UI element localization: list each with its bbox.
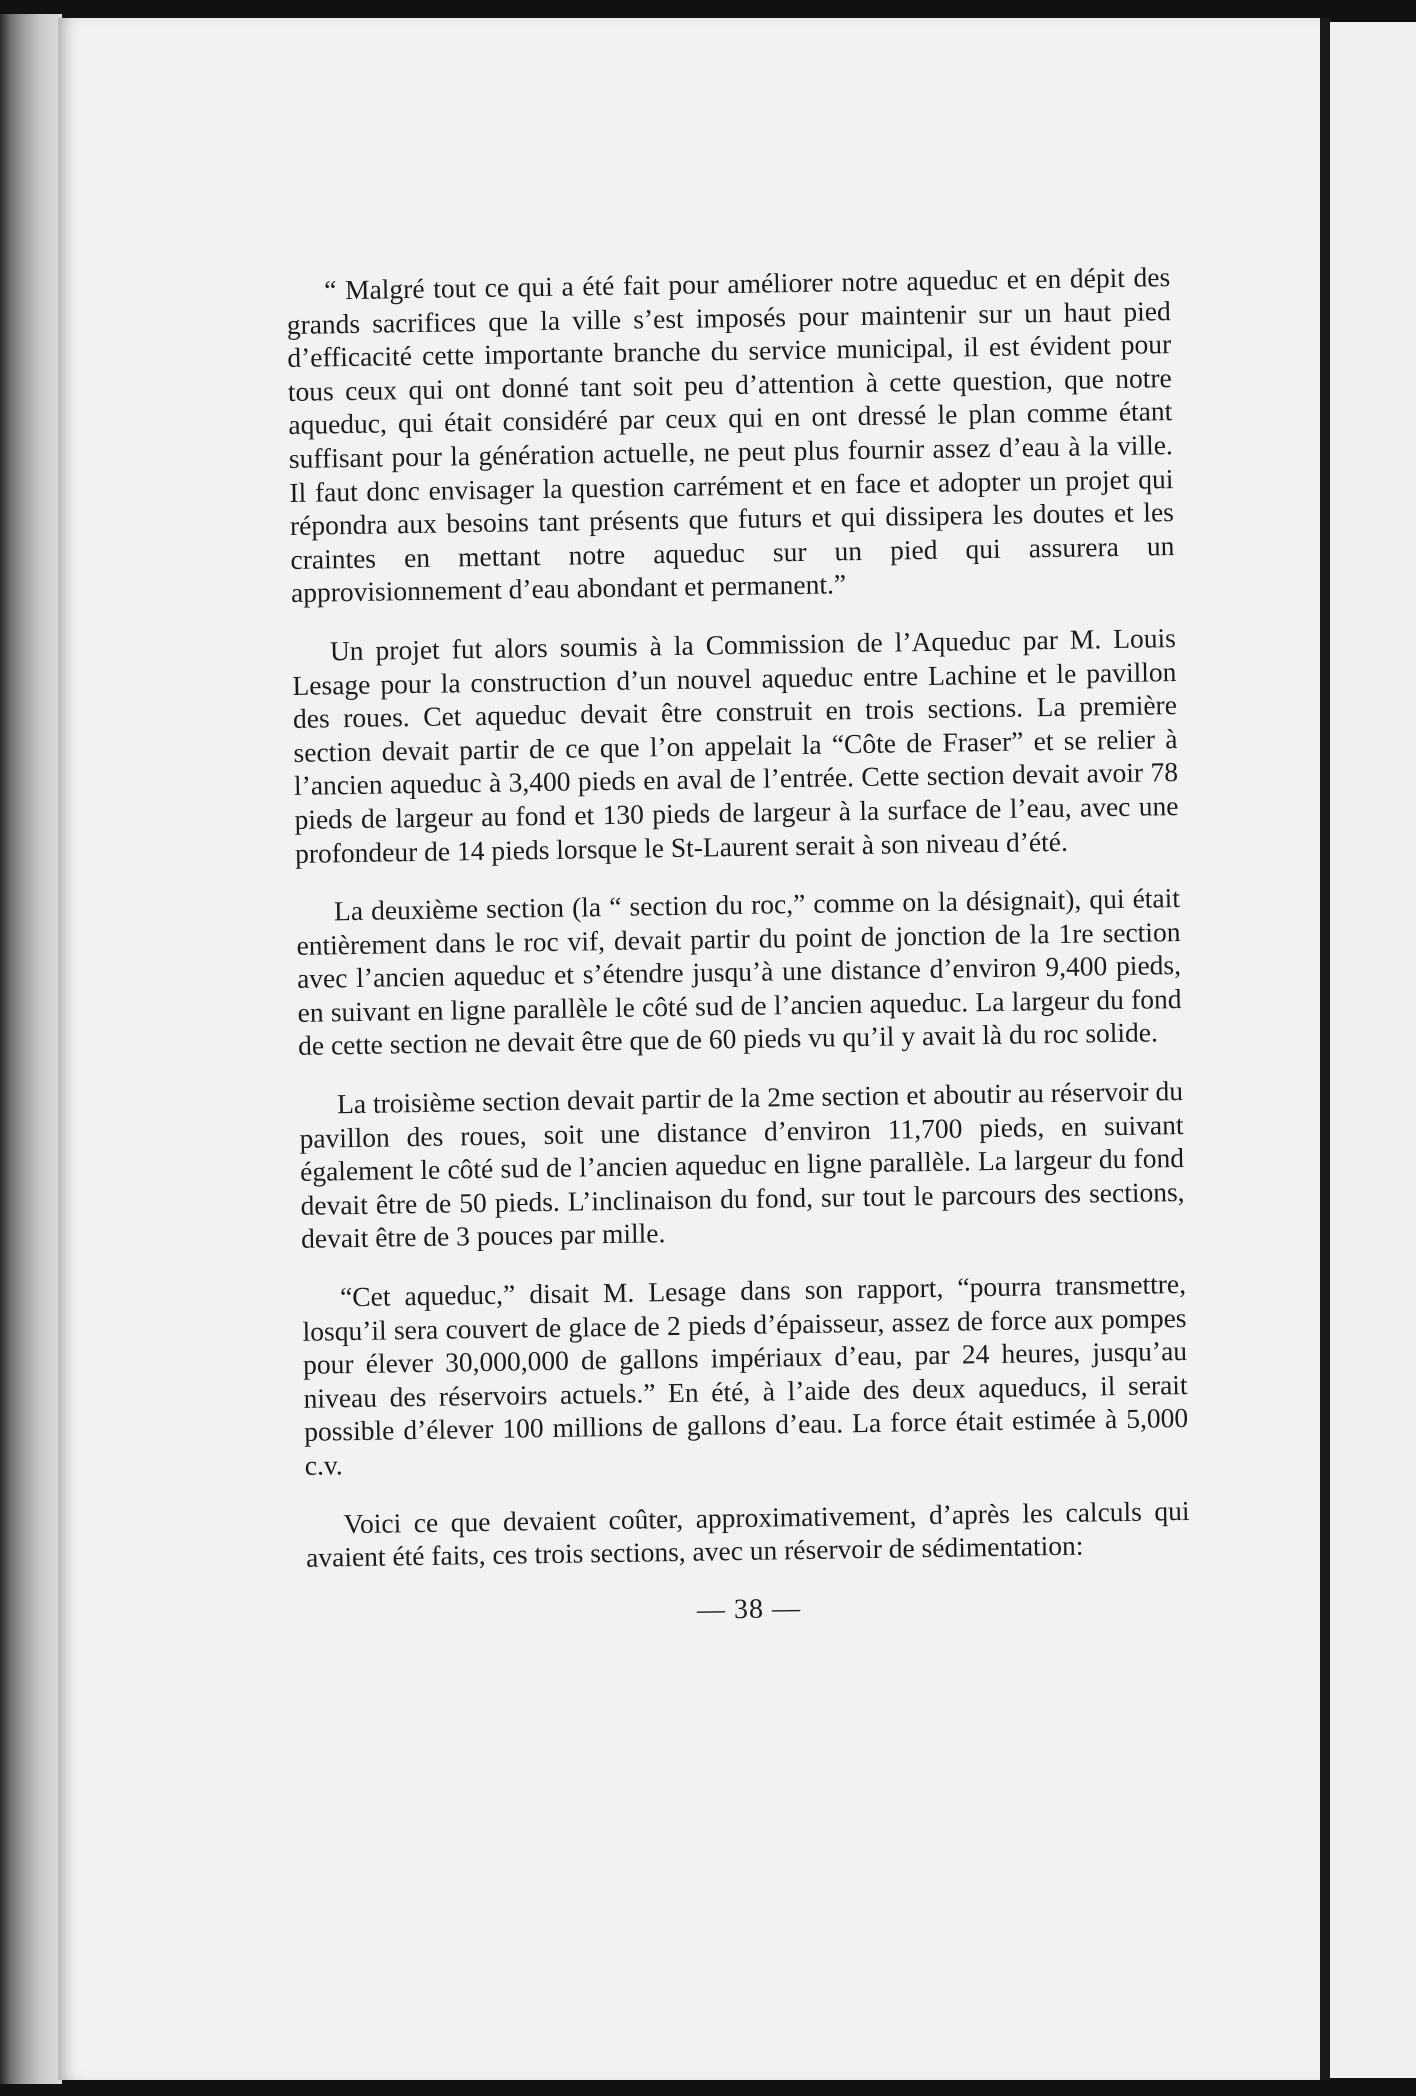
- paragraph-second-section: La deuxième section (la “ section du roc,” comme on la désignait), qui était entièrement dans le roc vif, devait partir du point de jonction de la 1re section avec l’ancien aqueduc et s’étendre jusqu’à une distance d’environ 9,400 pieds, en suivant en ligne parallèle le côté sud de l’ancien aqueduc. La largeur du fond de cette section ne devait être que de 60 pieds vu qu’il y avait là du roc solide.: [296, 882, 1182, 1062]
- adjacent-page-edge: [1330, 22, 1416, 2078]
- paragraph-project: Un projet fut alors soumis à la Commission de l’Aqueduc par M. Louis Lesage pour la construction d’un nouvel aqueduc entre Lachine et le pavillon des roues. Cet aqueduc devait être construit en trois sections. La première section devait partir de ce que l’on appelait la “Côte de Fraser” et se relier à l’ancien aqueduc à 3,400 pieds en aval de l’entrée. Cette section devait avoir 78 pieds de largeur au fond et 130 pieds de largeur à la surface de l’eau, avec une profondeur de 14 pieds lorsque le St-Laurent serait à son niveau d’été.: [292, 622, 1179, 869]
- paragraph-quote: “ Malgré tout ce qui a été fait pour améliorer notre aqueduc et en dépit des grands sacrifices que la ville s’est imposés pour maintenir sur un haut pied d’efficacité cette importante branche du service municipal, il est évident pour tous ceux qui ont donné tant soit peu d’attention à cette question, que notre aqueduc, qui était considéré par ceux qui en ont dressé le plan comme étant suffisant pour la génération actuelle, ne peut plus fournir assez d’eau à la ville. Il faut donc envisager la question carrément et en face et adopter un projet qui répondra aux besoins tant présents que futurs et qui dissipera les doutes et les craintes en mettant notre aqueduc sur un pied qui assurera un approvisionnement d’eau abondant et permanent.”: [286, 261, 1175, 609]
- page-number: — 38 —: [696, 1592, 802, 1626]
- paragraph-lesage-report: “Cet aqueduc,” disait M. Lesage dans son rapport, “pourra transmettre, losqu’il sera couvert de glace de 2 pieds d’épaisseur, assez de force aux pompes pour élever 30,000,000 de gallons impériaux d’eau, par 24 heures, jusqu’au niveau des réservoirs actuels.” En été, à l’aide des deux aqueducs, il serait possible d’élever 100 millions de gallons d’eau. La force était estimée à 5,000 c.v.: [302, 1268, 1189, 1481]
- page-body-text: [286, 260, 1191, 1633]
- page-gutter-shadow: [1320, 18, 1330, 2080]
- book-binding-edge: [0, 14, 62, 2084]
- paragraph-third-section: La troisième section devait partir de la 2me section et aboutir au réservoir du pavillon des roues, soit une distance d’environ 11,700 pieds, en suivant également le côté sud de l’ancien aqueduc en ligne parallèle. La largeur du fond devait être de 50 pieds. L’inclinaison du fond, sur tout le parcours des sections, devait être de 3 pouces par mille.: [299, 1075, 1185, 1255]
- paragraph-costs-intro: Voici ce que devaient coûter, approximativement, d’après les calculs qui avaient été faits, ces trois sections, avec un réservoir de sédimentation:: [305, 1494, 1190, 1574]
